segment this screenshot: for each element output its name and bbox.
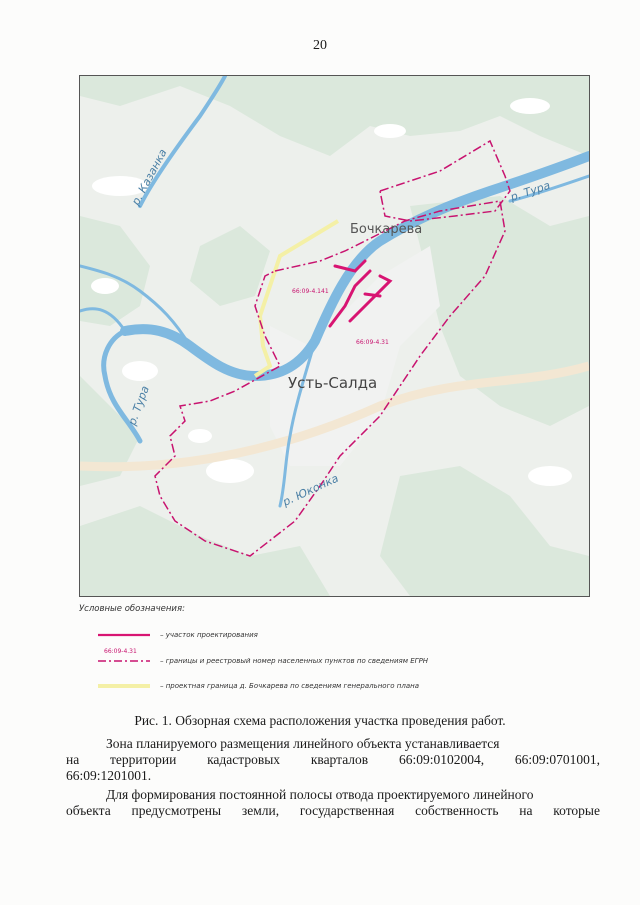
overview-map	[79, 75, 590, 597]
settlement-area	[270, 246, 440, 466]
legend-swatch-project-line	[98, 629, 154, 641]
label-village-bochkareva: Бочкарева	[350, 222, 423, 237]
paragraph-zone	[66, 736, 600, 784]
map-canvas	[80, 76, 589, 596]
paragraph-zone-line2: на территории кадастровых кварталов 66:09:0102004, 66:09:0701001,	[66, 752, 600, 767]
label-river-yukonka: р. Юконка	[280, 471, 341, 509]
label-river-tura-upper: р. Тура	[508, 178, 552, 204]
legend-label-project: – участок проектирования	[160, 631, 258, 639]
legend-item-general-plan	[98, 680, 518, 692]
paragraph-allotment-line1: Для формирования постоянной полосы отвода проектируемого линейного	[106, 787, 534, 802]
paragraph-zone-line3: 66:09:1201001.	[66, 768, 152, 783]
paragraph-allotment	[66, 787, 600, 819]
label-cadastral-1: 66:09-4.141	[292, 288, 329, 295]
label-cadastral-2: 66:09-4.31	[356, 339, 389, 346]
label-village-ust-salda: Усть-Салда	[288, 374, 378, 392]
legend-sample-cadastral: 66:09-4.31	[104, 648, 137, 655]
label-river-tura-left: р. Тура	[125, 384, 152, 428]
legend-label-general-plan: – проектная граница д. Бочкарева по сведениям генерального плана	[160, 682, 419, 690]
legend-swatch-settlement-border	[98, 655, 154, 667]
legend-item-project	[98, 629, 518, 641]
legend-label-settlement-border: – границы и реестровый номер населенных пунктов по сведениям ЕГРН	[160, 657, 429, 665]
figure-caption: Рис. 1. Обзорная схема расположения участка проведения работ.	[134, 713, 506, 728]
legend-swatch-general-plan	[98, 680, 154, 692]
legend-title: Условные обозначения:	[79, 604, 185, 614]
legend-item-settlement-border	[98, 648, 518, 667]
page-number: 20	[313, 38, 327, 53]
paragraph-allotment-line2: объекта предусмотрены земли, государственная собственность на которые	[66, 803, 600, 818]
paragraph-zone-line1: Зона планируемого размещения линейного объекта устанавливается	[106, 736, 500, 751]
label-river-kazanka: р. Казанка	[129, 146, 170, 208]
